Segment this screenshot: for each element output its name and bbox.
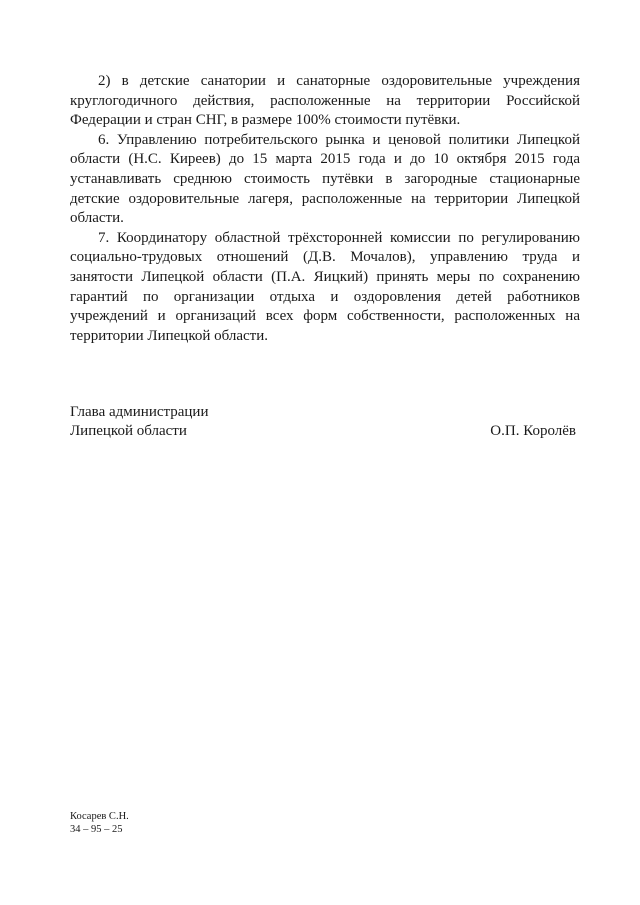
signer-position-title: Глава администрации bbox=[70, 404, 209, 420]
executor-name: Косарев С.Н. bbox=[70, 811, 129, 822]
signature-position-line-1 bbox=[70, 403, 576, 422]
document-body bbox=[70, 72, 580, 346]
executor-footer bbox=[70, 810, 129, 836]
signature-position-line-2 bbox=[70, 422, 576, 441]
signature-block bbox=[70, 403, 576, 441]
paragraph-item-7: 7. Координатору областной трёхсторонней комиссии по регулированию социально-трудовых отношений (Д.В. Мочалов), управлению труда и занятости Липецкой области (П.А. Яицкий) принять меры по сохранению гарантий по организации отдыха и оздоровления детей работников учреждений и организаций всех форм собственности, расположенных на территории Липецкой области. bbox=[70, 229, 580, 344]
signer-position-region: Липецкой области bbox=[70, 423, 187, 439]
paragraph-item-6: 6. Управлению потребительского рынка и ценовой политики Липецкой области (Н.С. Киреев) до 15 марта 2015 года и до 10 октября 2015 года устанавливать среднюю стоимость путёвки в загородные стационарные детские оздоровительные лагеря, расположенные на территории Липецкой области. bbox=[70, 131, 580, 227]
signer-name: О.П. Королёв bbox=[490, 423, 576, 439]
paragraph-item-2: 2) в детские санатории и санаторные оздоровительные учреждения круглогодичного действия, расположенные на территории Российской Федерации и стран СНГ, в размере 100% стоимости путёвки. bbox=[70, 73, 580, 129]
executor-phone: 34 – 95 – 25 bbox=[70, 824, 123, 835]
